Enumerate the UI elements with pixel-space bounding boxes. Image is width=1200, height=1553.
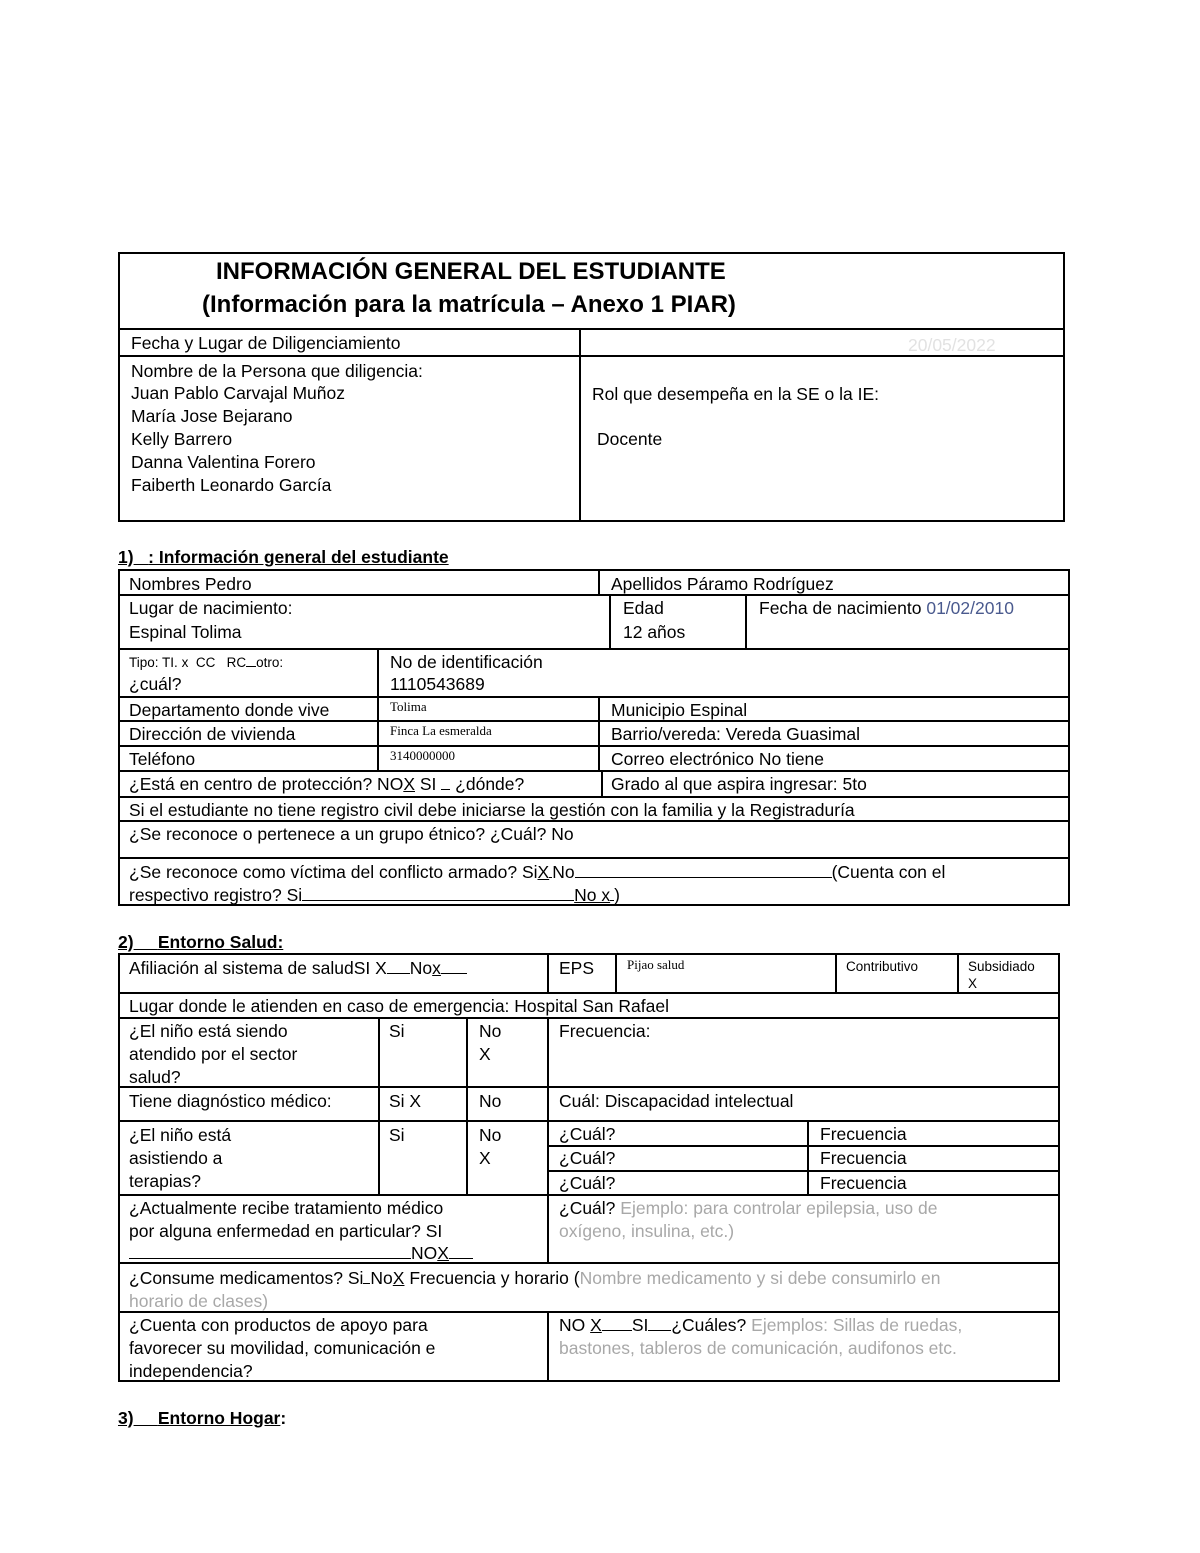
section-2-heading	[118, 931, 283, 954]
diagnostico-cual[interactable]: Cuál: Discapacidad intelectual	[559, 1091, 794, 1111]
victima-question: ¿Se reconoce como víctima del conflicto armado? Si	[129, 862, 538, 882]
divider	[378, 1017, 380, 1196]
divider	[957, 953, 959, 994]
lugar-nacimiento-label: Lugar de nacimiento:	[129, 598, 293, 618]
divider	[118, 1086, 1060, 1088]
atendido-si[interactable]: Si	[389, 1021, 405, 1041]
registro-note: Si el estudiante no tiene registro civil debe iniciarse la gestión con la familia y la Registraduría	[129, 800, 855, 820]
diagnostico-no[interactable]: No	[479, 1091, 502, 1111]
victima-field[interactable]	[129, 861, 945, 884]
terapias-mark: X	[479, 1148, 491, 1168]
departamento-label: Departamento donde vive	[129, 700, 330, 720]
eps-value[interactable]: Pijao salud	[627, 957, 685, 972]
person-name[interactable]: Juan Pablo Carvajal Muñoz	[131, 383, 346, 403]
victima-registro-no: No x	[574, 885, 611, 905]
fecha-nacimiento-value: 01/02/2010	[926, 598, 1014, 618]
diagnostico-label: Tiene diagnóstico médico:	[129, 1091, 332, 1111]
divider	[745, 594, 747, 650]
tratamiento-label: por alguna enfermedad en particular? SI	[129, 1221, 443, 1241]
tipo-documento-field[interactable]: Tipo: TI. x CC RC otro:	[129, 651, 283, 671]
telefono-value[interactable]: 3140000000	[390, 748, 455, 763]
section-title: Entorno Hogar	[157, 1408, 281, 1428]
divider	[835, 953, 837, 994]
section-number: 3)	[118, 1408, 134, 1428]
divider	[547, 1311, 549, 1382]
apoyo-cuales: ¿Cuáles?	[671, 1315, 747, 1335]
divider	[118, 770, 1070, 772]
divider	[118, 696, 1070, 698]
divider	[601, 770, 603, 798]
tratamiento-example: Ejemplo: para controlar epilepsia, uso de	[620, 1198, 938, 1218]
medicamentos-mark: X	[392, 1268, 405, 1288]
telefono-label: Teléfono	[129, 749, 196, 769]
person-name[interactable]: María Jose Bejarano	[131, 406, 293, 426]
divider	[807, 1120, 809, 1196]
diagnostico-si[interactable]: Si X	[389, 1091, 422, 1111]
role-value[interactable]: Docente	[597, 429, 663, 449]
medicamentos-example: Nombre medicamento y si debe consumirlo en	[579, 1268, 941, 1288]
section-title: Entorno Salud:	[157, 932, 284, 952]
section-3-heading: 3) Entorno Hogar:	[118, 1408, 287, 1428]
medicamentos-field[interactable]	[129, 1267, 940, 1290]
tratamiento-no-field[interactable]	[129, 1242, 473, 1265]
apoyo-field[interactable]	[559, 1314, 962, 1337]
proteccion-question: ¿Está en centro de protección? NO	[129, 774, 404, 794]
tipo-ti: TI	[162, 655, 175, 670]
atendido-mark: X	[479, 1044, 491, 1064]
proteccion-donde: ¿dónde?	[455, 774, 525, 794]
proteccion-field[interactable]	[129, 773, 524, 796]
afiliacion-no: No	[409, 958, 433, 978]
apoyo-example: Ejemplos: Sillas de ruedas,	[751, 1315, 963, 1335]
fecha-nacimiento-field[interactable]	[759, 597, 1014, 620]
barrio-field[interactable]: Barrio/vereda: Vereda Guasimal	[611, 724, 861, 744]
tratamiento-no: NO	[411, 1243, 438, 1263]
identificacion-label: No de identificación	[390, 652, 543, 672]
terapia-frecuencia[interactable]: Frecuencia	[820, 1148, 907, 1168]
form-title: INFORMACIÓN GENERAL DEL ESTUDIANTE	[216, 258, 726, 285]
terapia-cual[interactable]: ¿Cuál?	[559, 1148, 616, 1168]
victima-registro-close: )	[614, 885, 620, 905]
section-number: 1)	[118, 547, 134, 567]
person-name[interactable]: Kelly Barrero	[131, 429, 233, 449]
apoyo-label: favorecer su movilidad, comunicación e	[129, 1338, 436, 1358]
grado-field[interactable]: Grado al que aspira ingresar: 5to	[611, 774, 867, 794]
tipo-rc: RC	[226, 655, 247, 670]
apoyo-si: SI	[631, 1315, 649, 1335]
terapia-frecuencia[interactable]: Frecuencia	[820, 1173, 907, 1193]
afiliacion-mark: x	[432, 958, 441, 978]
identificacion-value[interactable]: 1110543689	[390, 674, 485, 694]
departamento-value[interactable]: Tolima	[390, 699, 427, 714]
afiliacion-si: SI X	[353, 958, 387, 978]
divider	[615, 953, 617, 994]
terapias-label: terapias?	[129, 1171, 201, 1191]
atendido-label: salud?	[129, 1067, 181, 1087]
tipo-ti-mark: x	[181, 655, 189, 670]
divider	[579, 328, 581, 522]
divider	[547, 953, 549, 994]
edad-value[interactable]: 12 años	[623, 622, 686, 642]
victima-no: No	[552, 862, 575, 882]
victima-registro: (Cuenta con el	[831, 862, 946, 882]
tipo-otro: otro:	[256, 655, 284, 670]
tratamiento-mark: X	[437, 1243, 449, 1263]
medicamentos-example: horario de clases)	[129, 1291, 269, 1311]
person-label: Nombre de la Persona que diligencia:	[131, 361, 423, 381]
divider	[547, 1145, 1060, 1147]
divider	[118, 328, 1065, 330]
divider	[118, 594, 1070, 596]
victima-mark: X	[537, 862, 550, 882]
nombres-field[interactable]: Nombres Pedro	[129, 574, 252, 594]
contributivo-option[interactable]: Contributivo	[846, 959, 919, 974]
lugar-nacimiento-value[interactable]: Espinal Tolima	[129, 622, 242, 642]
tipo-label: Tipo:	[129, 655, 159, 670]
tratamiento-example: oxígeno, insulina, etc.)	[559, 1221, 735, 1241]
medicamentos-question: ¿Consume medicamentos? Si	[129, 1268, 364, 1288]
correo-field[interactable]: Correo electrónico No tiene	[611, 749, 825, 769]
divider	[377, 648, 379, 772]
subsidiado-option[interactable]: Subsidiado	[968, 959, 1035, 974]
atendido-label: ¿El niño está siendo	[129, 1021, 288, 1041]
apoyo-label: ¿Cuenta con productos de apoyo para	[129, 1315, 428, 1335]
edad-label: Edad	[623, 598, 664, 618]
direccion-value[interactable]: Finca La esmeralda	[390, 723, 492, 738]
divider	[547, 1017, 549, 1264]
proteccion-si: SI	[419, 774, 437, 794]
afiliacion-label: Afiliación al sistema de salud	[129, 958, 354, 978]
medicamentos-no: No	[370, 1268, 393, 1288]
terapia-cual[interactable]: ¿Cuál?	[559, 1173, 616, 1193]
terapias-label: asistiendo a	[129, 1148, 223, 1168]
atendido-frecuencia[interactable]: Frecuencia:	[559, 1021, 651, 1041]
form-subtitle: (Información para la matrícula – Anexo 1 PIAR)	[202, 291, 736, 318]
terapias-no[interactable]: No	[479, 1125, 502, 1145]
divider	[118, 992, 1060, 994]
emergencia-field[interactable]: Lugar donde le atienden en caso de emergencia: Hospital San Rafael	[129, 996, 669, 1016]
eps-label: EPS	[559, 958, 595, 978]
apoyo-no: NO	[559, 1315, 586, 1335]
tratamiento-label: ¿Actualmente recibe tratamiento médico	[129, 1198, 444, 1218]
section-title: : Información general del estudiante	[148, 547, 449, 567]
section-number: 2)	[118, 932, 134, 952]
divider	[118, 857, 1070, 859]
victima-registro-si: respectivo registro? Si	[129, 885, 303, 905]
terapia-cual[interactable]: ¿Cuál?	[559, 1124, 616, 1144]
terapias-label: ¿El niño está	[129, 1125, 232, 1145]
apellidos-field[interactable]: Apellidos Páramo Rodríguez	[611, 574, 834, 594]
section-1-heading	[118, 546, 449, 569]
subsidiado-mark: X	[968, 976, 978, 991]
tratamiento-cual[interactable]	[559, 1197, 937, 1220]
direccion-label: Dirección de vivienda	[129, 724, 296, 744]
apoyo-example: bastones, tableros de comunicación, audifonos etc.	[559, 1338, 957, 1358]
atendido-no[interactable]: No	[479, 1021, 502, 1041]
afiliacion-field[interactable]	[129, 957, 467, 980]
divider	[598, 569, 600, 596]
proteccion-mark: X	[403, 774, 415, 794]
date-label: Fecha y Lugar de Diligenciamiento	[131, 333, 401, 353]
person-name[interactable]: Faiberth Leonardo García	[131, 475, 332, 495]
divider	[609, 594, 611, 650]
divider	[466, 1017, 468, 1196]
apoyo-mark: X	[590, 1315, 602, 1335]
person-name[interactable]: Danna Valentina Forero	[131, 452, 316, 472]
tipo-cual-label: ¿cuál?	[129, 674, 182, 694]
victima-registro-field[interactable]	[129, 884, 620, 907]
divider	[547, 1170, 1060, 1172]
divider	[118, 648, 1070, 650]
role-label: Rol que desempeña en la SE o la IE:	[592, 384, 879, 404]
terapias-si[interactable]: Si	[389, 1125, 405, 1145]
medicamentos-frecuencia: Frecuencia y horario (	[409, 1268, 580, 1288]
atendido-label: atendido por el sector	[129, 1044, 298, 1064]
apoyo-label: independencia?	[129, 1361, 253, 1381]
tratamiento-cual-label: ¿Cuál?	[559, 1198, 616, 1218]
divider	[598, 696, 600, 772]
tipo-cc: CC	[195, 655, 216, 670]
divider	[118, 1120, 1060, 1122]
divider	[118, 796, 1070, 798]
municipio-field[interactable]: Municipio Espinal	[611, 700, 748, 720]
date-value[interactable]: 20/05/2022	[908, 335, 996, 355]
terapia-frecuencia[interactable]: Frecuencia	[820, 1124, 907, 1144]
etnico-field[interactable]: ¿Se reconoce o pertenece a un grupo étnico? ¿Cuál? No	[129, 824, 574, 844]
fecha-nacimiento-label: Fecha de nacimiento	[759, 598, 922, 618]
